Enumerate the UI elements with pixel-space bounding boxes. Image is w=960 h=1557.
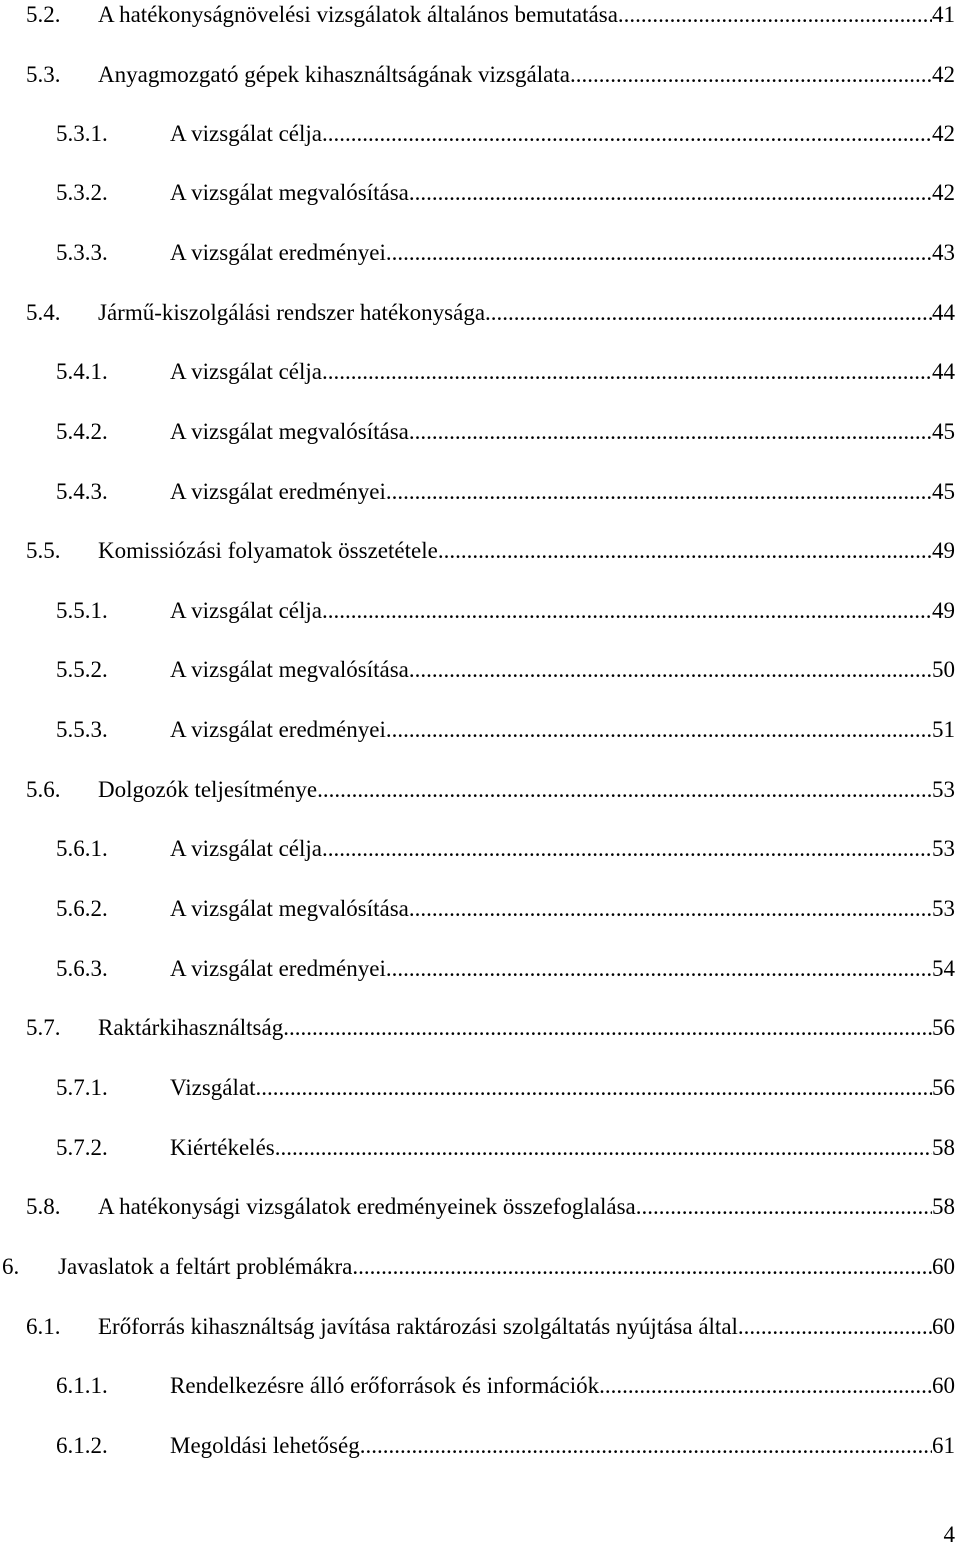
toc-dot-leader <box>360 1431 932 1461</box>
toc-entry[interactable] <box>0 655 955 695</box>
toc-entry-number: 6. <box>2 1254 20 1279</box>
toc-entry-page: 60 <box>932 1254 955 1279</box>
toc-entry-number: 5.4.2. <box>56 419 108 444</box>
toc-entry[interactable] <box>0 536 955 576</box>
toc-entry-page: 43 <box>932 240 955 265</box>
toc-dot-leader <box>322 596 932 626</box>
toc-dot-leader <box>322 834 932 864</box>
toc-entry-number: 5.7.2. <box>56 1135 108 1160</box>
toc-entry[interactable] <box>0 596 955 636</box>
toc-entry-title: A vizsgálat célja <box>170 359 322 384</box>
toc-entry[interactable] <box>0 775 955 815</box>
toc-entry-title: A hatékonysági vizsgálatok eredményeinek összefoglalása <box>98 1194 636 1219</box>
toc-dot-leader <box>275 1133 932 1163</box>
toc-entry-number: 5.6.2. <box>56 896 108 921</box>
toc-entry-number: 5.3. <box>26 62 61 87</box>
toc-dot-leader <box>738 1312 932 1342</box>
toc-entry-page: 61 <box>932 1433 955 1458</box>
toc-entry-page: 50 <box>932 657 955 682</box>
toc-entry-page: 53 <box>932 777 955 802</box>
toc-entry[interactable] <box>0 1431 955 1471</box>
toc-entry[interactable] <box>0 1252 955 1292</box>
toc-entry-number: 6.1.1. <box>56 1373 108 1398</box>
toc-entry[interactable] <box>0 834 955 874</box>
toc-entry-number: 5.6.1. <box>56 836 108 861</box>
toc-entry[interactable] <box>0 1073 955 1113</box>
toc-dot-leader <box>322 357 932 387</box>
toc-entry[interactable] <box>0 178 955 218</box>
toc-entry-title: A hatékonyságnövelési vizsgálatok általános bemutatása <box>98 2 618 27</box>
toc-entry[interactable] <box>0 1013 955 1053</box>
toc-entry-number: 5.2. <box>26 2 61 27</box>
toc-entry[interactable] <box>0 1371 955 1411</box>
toc-entry-page: 49 <box>932 598 955 623</box>
toc-entry-page: 44 <box>932 300 955 325</box>
toc-entry-page: 60 <box>932 1373 955 1398</box>
toc-entry-title: A vizsgálat célja <box>170 121 322 146</box>
toc-entry-page: 54 <box>932 956 955 981</box>
toc-entry-number: 5.3.1. <box>56 121 108 146</box>
toc-entry-number: 5.6. <box>26 777 61 802</box>
toc-entry-title: A vizsgálat megvalósítása <box>170 180 409 205</box>
toc-entry-title: A vizsgálat megvalósítása <box>170 657 409 682</box>
toc-entry-number: 5.5.1. <box>56 598 108 623</box>
toc-dot-leader <box>409 894 932 924</box>
toc-entry-number: 5.4.3. <box>56 479 108 504</box>
toc-dot-leader <box>636 1192 932 1222</box>
toc-entry-title: A vizsgálat célja <box>170 836 322 861</box>
toc-entry-page: 41 <box>932 2 955 27</box>
toc-entry-title: Vizsgálat <box>170 1075 256 1100</box>
toc-dot-leader <box>386 238 932 268</box>
toc-entry-page: 51 <box>932 717 955 742</box>
toc-dot-leader <box>438 536 932 566</box>
toc-entry-title: Kiértékelés <box>170 1135 275 1160</box>
toc-dot-leader <box>255 1073 932 1103</box>
toc-entry-page: 42 <box>932 180 955 205</box>
toc-entry-page: 56 <box>932 1075 955 1100</box>
toc-entry-page: 45 <box>932 419 955 444</box>
toc-entry-number: 5.5. <box>26 538 61 563</box>
toc-dot-leader <box>409 178 932 208</box>
toc-dot-leader <box>386 477 932 507</box>
toc-entry-page: 58 <box>932 1135 955 1160</box>
toc-dot-leader <box>386 954 932 984</box>
toc-entry-page: 44 <box>932 359 955 384</box>
toc-entry-title: Erőforrás kihasználtság javítása raktározási szolgáltatás nyújtása által <box>98 1314 738 1339</box>
toc-entry[interactable] <box>0 1133 955 1173</box>
toc-dot-leader <box>599 1371 932 1401</box>
toc-entry-page: 60 <box>932 1314 955 1339</box>
toc-entry-title: A vizsgálat eredményei <box>170 240 386 265</box>
toc-entry-title: Rendelkezésre álló erőforrások és információk <box>170 1373 600 1398</box>
toc-entry-number: 6.1. <box>26 1314 61 1339</box>
toc-entry-title: Jármű-kiszolgálási rendszer hatékonysága <box>98 300 486 325</box>
toc-entry-number: 5.4.1. <box>56 359 108 384</box>
toc-entry-number: 5.5.2. <box>56 657 108 682</box>
toc-dot-leader <box>485 298 932 328</box>
toc-entry-number: 5.5.3. <box>56 717 108 742</box>
toc-dot-leader <box>352 1252 932 1282</box>
toc-dot-leader <box>409 417 932 447</box>
toc-dot-leader <box>322 119 932 149</box>
toc-entry[interactable] <box>0 0 955 40</box>
toc-entry[interactable] <box>0 715 955 755</box>
toc-entry-number: 5.3.3. <box>56 240 108 265</box>
toc-dot-leader <box>570 60 932 90</box>
toc-dot-leader <box>409 655 932 685</box>
toc-entry-page: 53 <box>932 836 955 861</box>
toc-entry-title: A vizsgálat eredményei <box>170 956 386 981</box>
toc-entry[interactable] <box>0 119 955 159</box>
toc-entry-number: 5.8. <box>26 1194 61 1219</box>
toc-entry[interactable] <box>0 238 955 278</box>
toc-entry[interactable] <box>0 894 955 934</box>
toc-entry-page: 58 <box>932 1194 955 1219</box>
toc-entry[interactable] <box>0 1312 955 1352</box>
toc-entry-page: 45 <box>932 479 955 504</box>
toc-entry[interactable] <box>0 477 955 517</box>
toc-entry-page: 56 <box>932 1015 955 1040</box>
toc-entry-title: Anyagmozgató gépek kihasználtságának vizsgálata <box>98 62 570 87</box>
toc-entry[interactable] <box>0 954 955 994</box>
toc-entry-number: 6.1.2. <box>56 1433 108 1458</box>
toc-entry-title: Raktárkihasználtság <box>98 1015 284 1040</box>
toc-entry-page: 42 <box>932 121 955 146</box>
toc-entry-page: 42 <box>932 62 955 87</box>
toc-entry-title: Javaslatok a feltárt problémákra <box>58 1254 353 1279</box>
toc-entry-title: Megoldási lehetőség <box>170 1433 360 1458</box>
toc-entry-page: 53 <box>932 896 955 921</box>
toc-entry-number: 5.7. <box>26 1015 61 1040</box>
toc-entry[interactable] <box>0 417 955 457</box>
toc-dot-leader <box>317 775 932 805</box>
toc-dot-leader <box>386 715 932 745</box>
toc-entry[interactable] <box>0 60 955 100</box>
toc-dot-leader <box>618 0 932 30</box>
toc-dot-leader <box>283 1013 932 1043</box>
toc-entry-page: 49 <box>932 538 955 563</box>
toc-entry-title: A vizsgálat eredményei <box>170 479 386 504</box>
toc-entry[interactable] <box>0 298 955 338</box>
toc-entry-number: 5.3.2. <box>56 180 108 205</box>
toc-entry-number: 5.6.3. <box>56 956 108 981</box>
toc-entry-number: 5.7.1. <box>56 1075 108 1100</box>
toc-entry-title: A vizsgálat megvalósítása <box>170 419 409 444</box>
toc-entry-title: Dolgozók teljesítménye <box>98 777 318 802</box>
toc-entry[interactable] <box>0 357 955 397</box>
toc-entry-title: A vizsgálat célja <box>170 598 322 623</box>
toc-entry-number: 5.4. <box>26 300 61 325</box>
page-number: 4 <box>943 1522 955 1547</box>
toc-entry-title: A vizsgálat eredményei <box>170 717 386 742</box>
toc-entry-title: A vizsgálat megvalósítása <box>170 896 409 921</box>
toc-entry[interactable] <box>0 1192 955 1232</box>
toc-entry-title: Komissiózási folyamatok összetétele <box>98 538 438 563</box>
